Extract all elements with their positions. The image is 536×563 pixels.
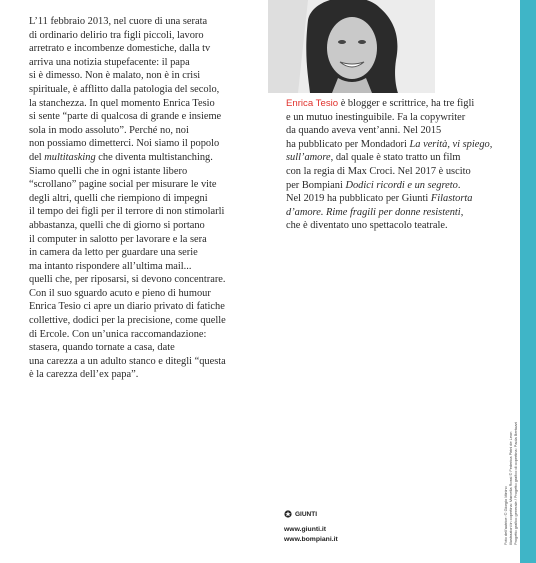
bio-text: da quando aveva vent’anni. Nel 2015 (286, 125, 442, 137)
book-title: sull’amore (286, 152, 331, 164)
book-title: Filastorta (430, 193, 473, 205)
blurb-line: collettive, dodici per la precisione, come quelle (29, 315, 226, 327)
blurb-line: ma intanto rispondere all’ultima mail... (29, 260, 192, 272)
publisher-logo (284, 510, 317, 518)
publisher-urls (284, 525, 338, 544)
blurb-line: una carezza a un adulto stanco e ditegli “questa (29, 355, 226, 367)
book-title: Dodici ricordi e un segreto (345, 179, 458, 191)
blurb-line: del multitasking che diventa multistanching. (29, 151, 213, 163)
giunti-url[interactable]: www.giunti.it (284, 526, 327, 533)
blurb-line: stasera, quando tornate a casa, date (29, 342, 175, 354)
blurb-line: di ordinario delirio tra figli piccoli, lavoro (29, 29, 204, 41)
author-name: Enrica Tesio (286, 98, 339, 109)
blurb-line: arretrato e incombenze domestiche, dalla tv (29, 43, 211, 55)
credit-line: Progetto grafico generale / Progetto grafico di copertina: Paola Bertuzzi (513, 422, 519, 545)
book-title: La verità, vi spiego, (409, 138, 493, 150)
blurb-line: quelli che, per riposarsi, si devono concentrare. (29, 274, 226, 286)
italic-term: multitasking (44, 151, 96, 163)
bio-text: Nel 2019 ha pubblicato per Giunti (286, 193, 431, 205)
blurb-line: non possiamo dimetterci. Noi siamo il popolo (29, 138, 220, 150)
blurb-line: sola in modo assoluto”. Perché no, noi (29, 124, 189, 136)
bio-text: e un mutuo inestinguibile. Fa la copywriter (286, 111, 466, 123)
blurb-line: è la carezza dell’ex papa”. (29, 369, 139, 381)
giunti-logo-icon (284, 510, 292, 518)
bio-text: per Bompiani (286, 179, 346, 191)
bio-text: con la regia di Max Croci. Nel 2017 è uscito (286, 165, 471, 177)
blurb-line: si è dimesso. Non è malato, non è in crisi (29, 70, 201, 82)
bio-text: , dal quale è stato tratto un film (330, 152, 461, 164)
bio-text: è blogger e scrittrice, ha tre figli (338, 98, 475, 109)
blurb-line: spirituale, è afflitto dalla patologia del secolo, (29, 83, 220, 95)
book-title: d’amore. Rime fragili per donne resistenti (286, 206, 461, 218)
blurb-line: abbastanza, quelli che di giorno si portano (29, 219, 205, 231)
author-bio (286, 97, 516, 233)
author-portrait-image (268, 0, 435, 93)
bio-text: , (460, 206, 464, 218)
blurb-line: Con il suo sguardo acuto e pieno di humour (29, 287, 211, 299)
blurb-line: L’11 febbraio 2013, nel cuore di una serata (29, 16, 208, 27)
blurb-line: Enrica Tesio ci apre un diario privato di fatiche (29, 301, 225, 313)
back-cover-blurb (29, 15, 277, 382)
credit-line: Foto dell’autrice: © Giorgio Minino (503, 486, 508, 545)
spine-band (520, 0, 536, 563)
blurb-line: il computer in salotto per lavorare e la sera (29, 233, 207, 245)
blurb-line: si sente “parte di qualcosa di grande e insieme (29, 111, 222, 123)
photo-credits (503, 365, 519, 545)
blurb-line: arriva una notizia stupefacente: il papa (29, 56, 190, 68)
blurb-line: di Ercole. Con un’unica raccomandazione: (29, 328, 207, 340)
blurb-line: “scrollano” pagine social per misurare le vite (29, 179, 217, 191)
blurb-line: degli altri, quelli che riempiono di impegni (29, 192, 208, 204)
bio-text: . (457, 179, 461, 191)
blurb-line: la stanchezza. In quel momento Enrica Tesio (29, 97, 215, 109)
bio-text: che è diventato uno spettacolo teatrale. (286, 220, 448, 232)
blurb-line: in camera da letto per guardare una serie (29, 247, 198, 259)
bompiani-url[interactable]: www.bompiani.it (284, 535, 338, 543)
bio-text: ha pubblicato per Mondadori (286, 138, 410, 150)
author-photo (268, 0, 435, 93)
blurb-line: Siamo quelli che in ogni istante libero (29, 165, 188, 177)
blurb-line: il tempo dei figli per il terrore di non stimolarli (29, 206, 225, 218)
credit-line: Illustrazioni in copertina: Marcella Rossi © Federica Pirini de Leon (508, 431, 514, 545)
publisher-name: GIUNTI (295, 510, 318, 518)
